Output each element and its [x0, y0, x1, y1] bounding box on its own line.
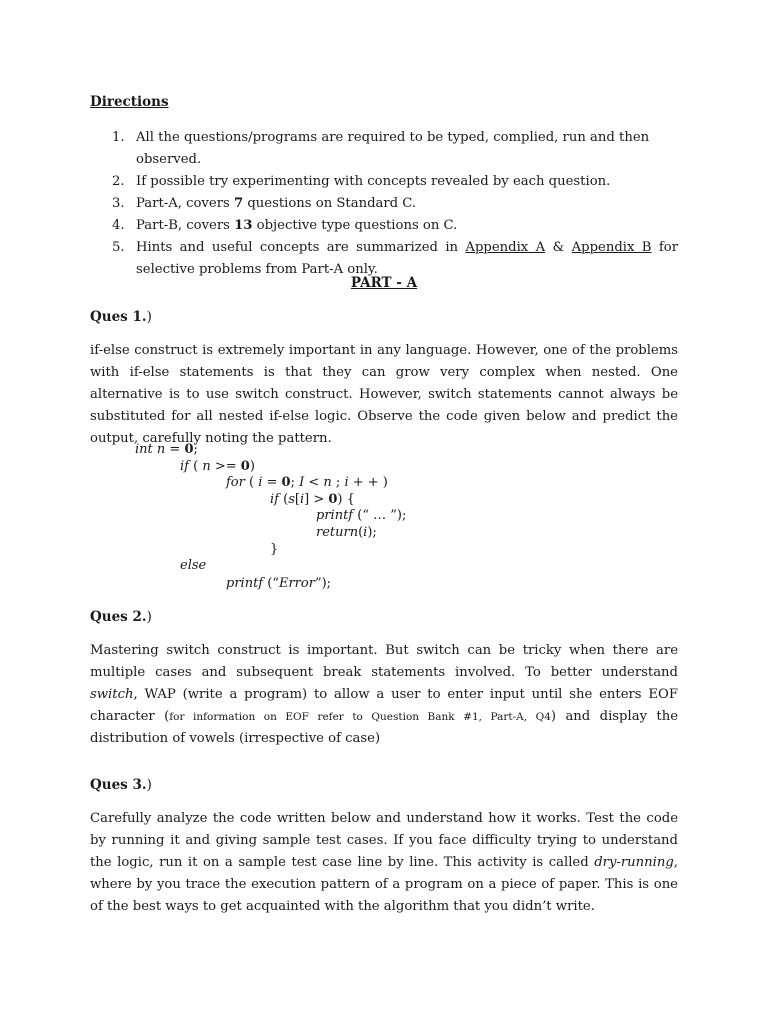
list-number: 3.: [112, 196, 125, 211]
code-line: if ( n >= 0): [180, 459, 255, 474]
list-text: Part-B, covers 13 objective type questions on C.: [136, 218, 458, 233]
list-text: Hints and useful concepts are summarized in Appendix A & Appendix B for selective problems from Part-A only.: [136, 240, 678, 277]
code-line: int n = 0;: [135, 442, 198, 457]
list-text: If possible try experimenting with concepts revealed by each question.: [136, 174, 611, 189]
question-3-label: Ques 3.): [90, 777, 152, 793]
code-line: printf (“ … ”);: [316, 508, 407, 523]
code-line: return(i);: [316, 525, 377, 540]
question-3-text: Carefully analyze the code written below and understand how it works. Test the code by running it and giving sample test cases. If you face difficulty trying to understand the logic, run it on a sample test case line by line. This activity is called dry-running, where by you trace the execution pattern of a program on a piece of paper. This is one of the best ways to get acquainted with the algorithm that you didn’t write.: [90, 811, 678, 914]
directions-list: [90, 127, 678, 281]
part-a-title: PART - A: [350, 275, 418, 291]
appendix-b-link[interactable]: Appendix B: [571, 240, 652, 255]
directions-heading: Directions: [90, 94, 169, 110]
list-number: 1.: [112, 130, 125, 145]
list-number: 5.: [112, 240, 125, 255]
question-2-text: Mastering switch construct is important. But switch can be tricky when there are multiple cases and subsequent break statements involved. To better understand switch, WAP (write a program) to allow a user to enter input until she enters EOF character (for information on EOF refer to Question Bank #1, Part-A, Q4) and display the distribution of vowels (irrespective of case): [90, 643, 679, 746]
code-line: printf (“Error”);: [226, 576, 332, 591]
list-number: 2.: [112, 174, 125, 189]
question-1-label: Ques 1.): [90, 309, 152, 325]
list-item: [90, 171, 678, 193]
code-line: }: [270, 542, 279, 557]
appendix-a-link[interactable]: Appendix A: [465, 240, 546, 255]
list-text: Part-A, covers 7 questions on Standard C.: [136, 196, 417, 211]
code-line: if (s[i] > 0) {: [270, 492, 355, 507]
list-text: All the questions/programs are required to be typed, complied, run and then observed.: [136, 130, 650, 167]
list-item: [90, 127, 678, 171]
code-line: for ( i = 0; I < n ; i + + ): [226, 475, 388, 490]
list-item: [90, 215, 678, 237]
question-2-label: Ques 2.): [90, 609, 152, 625]
code-line: else: [180, 558, 207, 573]
question-1-text: if-else construct is extremely important in any language. However, one of the problems with if-else statements is that they can grow very complex when nested. One alternative is to use switch construct. However, switch statements cannot always be substituted for all nested if-else logic. Observe the code given below and predict the output, carefully noting the pattern.: [90, 343, 678, 446]
list-number: 4.: [112, 218, 125, 233]
list-item: [90, 193, 678, 215]
